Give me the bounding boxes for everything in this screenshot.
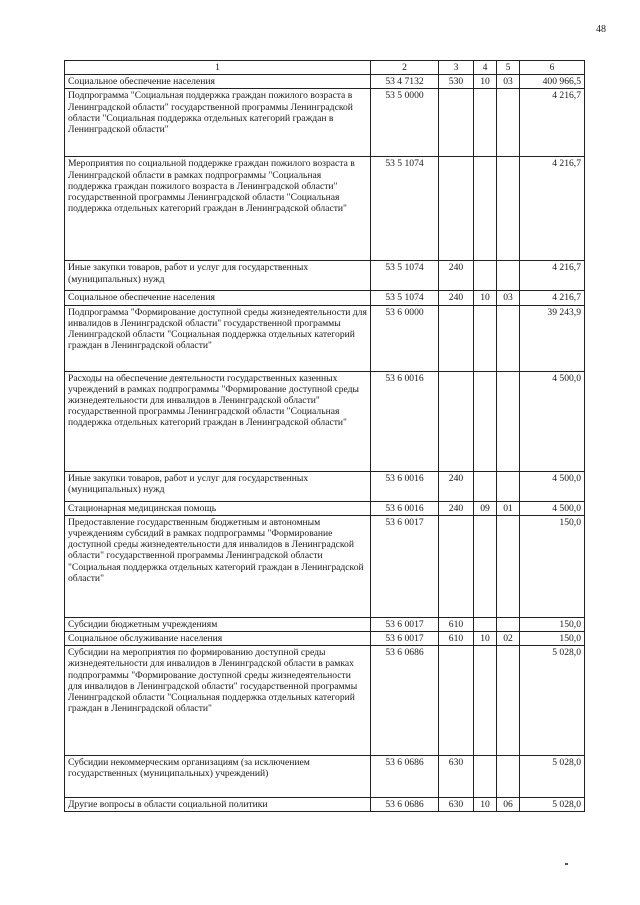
row-rz-cell: 10: [474, 75, 497, 89]
row-rz-cell: [474, 371, 497, 471]
row-pr-cell: [497, 471, 520, 501]
table-header: [65, 61, 585, 75]
row-sum-cell: 4 216,7: [520, 291, 585, 305]
row-name-cell: Субсидии на мероприятия по формированию доступной среды жизнедеятельности для инвалидов в Ленинградской области в рамках подпрограммы "Формирование доступной среды жизнедеятельности для инвалидов в Ленинградской области" государственной программы Ленинградской области "Социальная поддержка отдельных категорий граждан в Ленинградской области": [65, 646, 371, 756]
row-name-cell: Иные закупки товаров, работ и услуг для государственных (муниципальных) нужд: [65, 261, 371, 291]
row-name-cell: Субсидии некоммерческим организациям (за исключением государственных (муниципальных) учреждений): [65, 756, 371, 798]
row-vr-cell: [439, 646, 474, 756]
row-name-cell: Стационарная медицинская помощь: [65, 501, 371, 515]
table-row: [65, 617, 585, 631]
row-vr-cell: [439, 515, 474, 617]
table-row: [65, 756, 585, 798]
row-rz-cell: 10: [474, 291, 497, 305]
row-sum-cell: 400 966,5: [520, 75, 585, 89]
row-code-cell: 53 6 0017: [371, 632, 439, 646]
table-row: [65, 371, 585, 471]
col-header-code: 2: [371, 61, 439, 75]
budget-table: [64, 60, 585, 812]
row-pr-cell: 02: [497, 632, 520, 646]
row-rz-cell: [474, 261, 497, 291]
table-row: [65, 632, 585, 646]
table-row: [65, 305, 585, 371]
row-pr-cell: [497, 261, 520, 291]
row-name-cell: Предоставление государственным бюджетным и автономным учреждениям субсидий в рамках подпрограммы "Формирование доступной среды жизнедеятельности для инвалидов в Ленинградской области" государственной программы Ленинградской области "Социальная поддержка отдельных категорий граждан в Ленинградской области": [65, 515, 371, 617]
table-row: [65, 471, 585, 501]
row-vr-cell: [439, 371, 474, 471]
row-vr-cell: [439, 89, 474, 157]
row-sum-cell: 5 028,0: [520, 646, 585, 756]
row-sum-cell: 150,0: [520, 632, 585, 646]
row-vr-cell: 240: [439, 261, 474, 291]
row-vr-cell: 240: [439, 501, 474, 515]
header-row: [65, 61, 585, 75]
table-body: [65, 75, 585, 812]
row-vr-cell: 240: [439, 471, 474, 501]
col-header-vr: 3: [439, 61, 474, 75]
row-pr-cell: [497, 305, 520, 371]
row-name-cell: Расходы на обеспечение деятельности государственных казенных учреждений в рамках подпрограммы "Формирование доступной среды жизнедеятельности для инвалидов в Ленинградской области" государственной программы Ленинградской области "Социальная поддержка отдельных категорий граждан в Ленинградской области": [65, 371, 371, 471]
row-sum-cell: 150,0: [520, 617, 585, 631]
row-name-cell: Социальное обеспечение населения: [65, 75, 371, 89]
row-pr-cell: [497, 157, 520, 261]
row-pr-cell: [497, 617, 520, 631]
row-sum-cell: 4 500,0: [520, 501, 585, 515]
row-code-cell: 53 6 0017: [371, 515, 439, 617]
table-row: [65, 646, 585, 756]
row-vr-cell: 240: [439, 291, 474, 305]
scan-speck: [565, 863, 568, 865]
table-row: [65, 157, 585, 261]
table-row: [65, 261, 585, 291]
page-number: 48: [596, 24, 606, 35]
row-vr-cell: [439, 305, 474, 371]
table-row: [65, 798, 585, 812]
row-pr-cell: 06: [497, 798, 520, 812]
row-code-cell: 53 6 0016: [371, 371, 439, 471]
row-sum-cell: 4 216,7: [520, 157, 585, 261]
row-rz-cell: [474, 471, 497, 501]
row-name-cell: Социальное обслуживание населения: [65, 632, 371, 646]
row-sum-cell: 4 500,0: [520, 371, 585, 471]
row-rz-cell: [474, 89, 497, 157]
row-vr-cell: [439, 157, 474, 261]
row-code-cell: 53 5 1074: [371, 291, 439, 305]
row-vr-cell: 530: [439, 75, 474, 89]
row-code-cell: 53 6 0016: [371, 501, 439, 515]
row-sum-cell: 150,0: [520, 515, 585, 617]
row-code-cell: 53 6 0000: [371, 305, 439, 371]
col-header-pr: 5: [497, 61, 520, 75]
row-sum-cell: 4 216,7: [520, 89, 585, 157]
row-code-cell: 53 6 0686: [371, 646, 439, 756]
row-pr-cell: 03: [497, 75, 520, 89]
table-row: [65, 291, 585, 305]
row-vr-cell: 610: [439, 617, 474, 631]
table-row: [65, 75, 585, 89]
row-code-cell: 53 6 0016: [371, 471, 439, 501]
row-code-cell: 53 5 0000: [371, 89, 439, 157]
row-rz-cell: 10: [474, 798, 497, 812]
row-sum-cell: 4 500,0: [520, 471, 585, 501]
row-rz-cell: 09: [474, 501, 497, 515]
row-pr-cell: 01: [497, 501, 520, 515]
row-pr-cell: [497, 515, 520, 617]
col-header-rz: 4: [474, 61, 497, 75]
row-name-cell: Подпрограмма "Социальная поддержка граждан пожилого возраста в Ленинградской области" государственной программы Ленинградской области "Социальная поддержка отдельных категорий граждан в Ленинградской области": [65, 89, 371, 157]
row-code-cell: 53 6 0686: [371, 798, 439, 812]
row-vr-cell: 630: [439, 756, 474, 798]
row-name-cell: Другие вопросы в области социальной политики: [65, 798, 371, 812]
row-rz-cell: [474, 646, 497, 756]
row-vr-cell: 630: [439, 798, 474, 812]
row-sum-cell: 39 243,9: [520, 305, 585, 371]
row-pr-cell: [497, 756, 520, 798]
row-sum-cell: 4 216,7: [520, 261, 585, 291]
col-header-sum: 6: [520, 61, 585, 75]
row-name-cell: Субсидии бюджетным учреждениям: [65, 617, 371, 631]
row-code-cell: 53 4 7132: [371, 75, 439, 89]
row-code-cell: 53 6 0017: [371, 617, 439, 631]
row-rz-cell: [474, 515, 497, 617]
row-sum-cell: 5 028,0: [520, 756, 585, 798]
table-row: [65, 515, 585, 617]
row-rz-cell: [474, 617, 497, 631]
row-rz-cell: [474, 756, 497, 798]
row-vr-cell: 610: [439, 632, 474, 646]
row-rz-cell: [474, 305, 497, 371]
row-code-cell: 53 5 1074: [371, 261, 439, 291]
row-code-cell: 53 6 0686: [371, 756, 439, 798]
row-pr-cell: [497, 371, 520, 471]
row-name-cell: Мероприятия по социальной поддержке граждан пожилого возраста в Ленинградской области в рамках подпрограммы "Социальная поддержка граждан пожилого возраста в Ленинградской области" государственной программы Ленинградской области "Социальная поддержка отдельных категорий граждан в Ленинградской области": [65, 157, 371, 261]
row-pr-cell: [497, 89, 520, 157]
row-name-cell: Социальное обеспечение населения: [65, 291, 371, 305]
row-pr-cell: [497, 646, 520, 756]
row-sum-cell: 5 028,0: [520, 798, 585, 812]
row-name-cell: Подпрограмма "Формирование доступной среды жизнедеятельности для инвалидов в Ленинградской области" государственной программы Ленинградской области "Социальная поддержка отдельных категорий граждан в Ленинградской области": [65, 305, 371, 371]
row-name-cell: Иные закупки товаров, работ и услуг для государственных (муниципальных) нужд: [65, 471, 371, 501]
col-header-name: 1: [65, 61, 371, 75]
table-row: [65, 501, 585, 515]
row-rz-cell: [474, 157, 497, 261]
row-pr-cell: 03: [497, 291, 520, 305]
row-rz-cell: 10: [474, 632, 497, 646]
table-row: [65, 89, 585, 157]
row-code-cell: 53 5 1074: [371, 157, 439, 261]
